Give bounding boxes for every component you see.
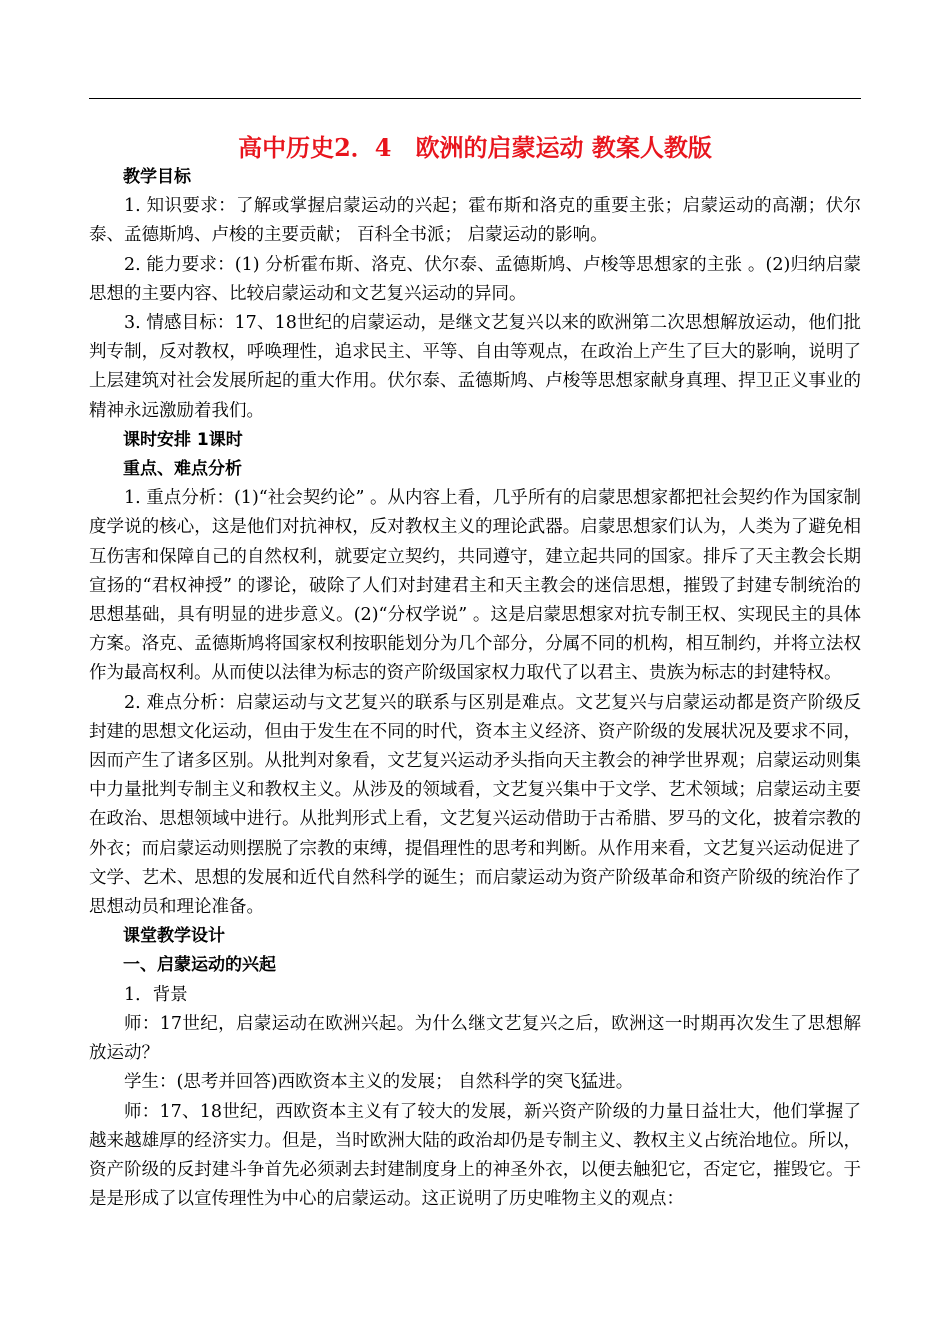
- document-body: [89, 163, 861, 1214]
- heading-objectives: 教学目标: [123, 167, 191, 187]
- objective-ability: 2. 能力要求：(1) 分析霍布斯、洛克、伏尔泰、孟德斯鸠、卢梭等思想家的主张 。(2)归纳启蒙思想的主要内容、比较启蒙运动和文艺复兴运动的异同。: [89, 254, 861, 304]
- objective-emotion: 3. 情感目标：17、18世纪的启蒙运动，是继文艺复兴以来的欧洲第二次思想解放运动，他们批判专制，反对教权，呼唤理性，追求民主、平等、自由等观点，在政治上产生了巨大的影响，说明了上层建筑对社会发展所起的重大作用。伏尔泰、孟德斯鸠、卢梭等思想家献身真理、捍卫正义事业的精神永远激励着我们。: [89, 313, 861, 421]
- teacher-question: 师：17世纪，启蒙运动在欧洲兴起。为什么继文艺复兴之后，欧洲这一时期再次发生了思想解放运动？: [89, 1013, 861, 1064]
- heading-schedule: 课时安排 1课时: [123, 429, 243, 450]
- header-rule: [89, 98, 861, 99]
- document-title: 高中历史2．4 欧洲的启蒙运动 教案人教版: [238, 133, 712, 162]
- heading-key-points: 重点、难点分析: [123, 459, 242, 480]
- objective-knowledge: 1. 知识要求：了解或掌握启蒙运动的兴起；霍布斯和洛克的重要主张；启蒙运动的高潮；伏尔泰、孟德斯鸠、卢梭的主要贡献； 百科全书派； 启蒙运动的影响。: [89, 196, 861, 246]
- heading-section-1: 一、启蒙运动的兴起: [123, 955, 276, 976]
- teacher-explanation: 师：17、18世纪，西欧资本主义有了较大的发展，新兴资产阶级的力量日益壮大，他们掌握了越来越雄厚的经济实力。但是，当时欧洲大陆的政治却仍是专制主义、教权主义占统治地位。所以，资产阶级的反封建斗争首先必须剥去封建制度身上的神圣外衣，以便去触犯它，否定它，摧毁它。于是是形成了以宣传理性为中心的启蒙运动。这正说明了历史唯物主义的观点：: [89, 1101, 861, 1210]
- background-label: 1．背景: [124, 984, 188, 1005]
- heading-class-design: 课堂教学设计: [123, 926, 225, 947]
- key-point-analysis: 1. 重点分析：(1)“社会契约论” 。从内容上看，几乎所有的启蒙思想家都把社会契约作为国家制度学说的核心，这是他们对抗神权，反对教权主义的理论武器。启蒙思想家们认为，人类为了避免相互伤害和保障自己的自然权利，就要定立契约，共同遵守，建立起共同的国家。排斥了天主教会长期宣扬的“君权神授” 的谬论，破除了人们对封建君主和天主教会的迷信思想，摧毁了封建专制统治的思想基础，具有明显的进步意义。(2)“分权学说” 。这是启蒙思想家对抗专制王权、实现民主的具体方案。洛克、孟德斯鸠将国家权利按职能划分为几个部分，分属不同的机构，相互制约，并将立法权作为最高权利。从而使以法律为标志的资产阶级国家权力取代了以君主、贵族为标志的封建特权。: [89, 488, 861, 684]
- difficult-point-analysis: 2. 难点分析：启蒙运动与文艺复兴的联系与区别是难点。文艺复兴与启蒙运动都是资产阶级反封建的思想文化运动，但由于发生在不同的时代，资本主义经济、资产阶级的发展状况及要求不同，因而产生了诸多区别。从批判对象看，文艺复兴运动矛头指向天主教会的神学世界观；启蒙运动则集中力量批判专制主义和教权主义。从涉及的领域看，文艺复兴集中于文学、艺术领域；启蒙运动主要在政治、思想领域中进行。从批判形式上看，文艺复兴运动借助于古希腊、罗马的文化，披着宗教的外衣；而启蒙运动则摆脱了宗教的束缚，提倡理性的思考和判断。从作用来看，文艺复兴运动促进了文学、艺术、思想的发展和近代自然科学的诞生；而启蒙运动为资产阶级革命和资产阶级的统治作了思想动员和理论准备。: [89, 692, 861, 918]
- student-answer: 学生：(思考并回答)西欧资本主义的发展； 自然科学的突飞猛进。: [124, 1072, 634, 1093]
